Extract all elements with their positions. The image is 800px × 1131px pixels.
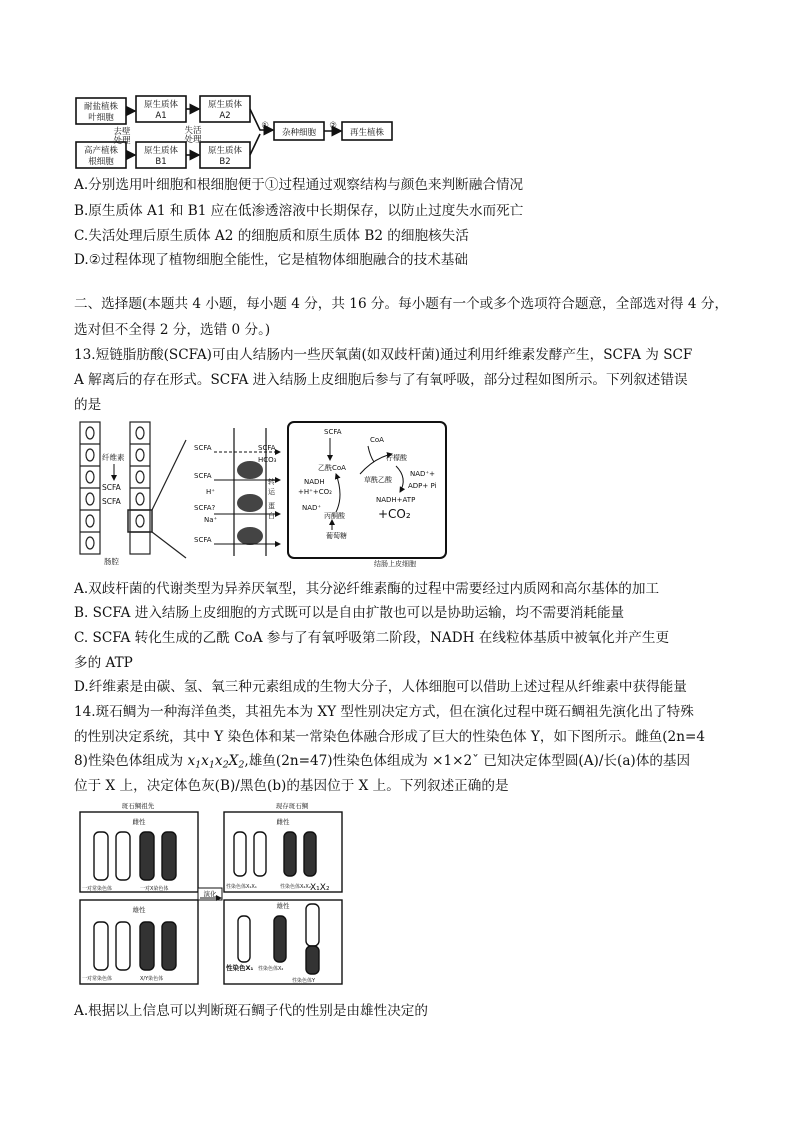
a1-line2: A1 [155,111,167,121]
a2-line1: 原生质体 [207,100,243,110]
step1-line1: 去壁 [113,127,131,137]
hplus-label: H⁺ [206,488,215,496]
cell-scfa-label: SCFA [324,428,342,436]
nadh-eq-label: +H⁺+CO₂ [298,488,332,496]
current-female-label: 雌性 [276,818,290,826]
q12-option-d: D.②过程体现了植物细胞全能性，它是植物体细胞融合的技术基础 [74,252,468,268]
coa-label: CoA [370,436,384,444]
nadh-atp-label: NADH+ATP [376,496,416,504]
transport-char-3: 蛋 [268,502,275,510]
current-male-label: 雄性 [276,902,290,910]
sex-chromosome-diagram [78,800,378,996]
q13-stem-line2: A 解离后的存在形式。SCFA 进入结肠上皮细胞后参与了有氧呼吸，部分过程如图所示。下列叙述错误 [74,372,688,388]
source1-line2: 叶细胞 [88,113,114,123]
transport-char-4: 白 [268,512,275,520]
q13-stem-line3: 的是 [74,397,102,413]
q13-stem-line1: 13.短链脂肪酸(SCFA)可由人结肠内一些厌氧菌(如双歧杆菌)通过利用纤维素发酵产生，SCFA 为 SCF [74,347,693,363]
q14-stem-line3 [74,752,690,774]
transport-char-2: 运 [268,488,275,496]
b2-line2: B2 [219,157,231,167]
current-m-caption-3: 性染色体Y [292,978,316,984]
nadh-label: NADH [304,478,325,486]
source2-line2: 根细胞 [88,157,114,167]
step2-line1: 失活 [184,126,202,136]
scfa-label-2: SCFA [194,472,212,480]
ancestor-m-caption-left: 一对常染色体 [82,976,113,982]
q13-option-a: A.双歧杆菌的代谢类型为异养厌氧型，其分泌纤维素酶的过程中需要经过内质网和高尔基体的加工 [74,581,660,597]
formula-X2-b: $X_2$ [228,753,245,771]
q14-stem-line4: 位于 X 上，决定体色灰(B)/黑色(b)的基因位于 X 上。下列叙述正确的是 [74,778,509,794]
transport-char-1: 转 [268,478,275,486]
oxaloacetate-label: 草酰乙酸 [364,476,392,484]
regen-label: 再生植株 [349,128,385,138]
step2-line2: 处理 [184,135,202,145]
formula-x1-b: $x_1$ [201,753,215,771]
glucose-label: 葡萄糖 [326,532,347,540]
ancestor-f-caption-right: 一对X染色体 [140,886,169,892]
q14-stem-line3b: ,雄鱼(2n=47)性染色体组成为 ×1×2ˇ 已知决定体型圆(A)/长(a)体的基因 [244,753,691,769]
pyruvate-label: 丙酮酸 [324,512,345,520]
current-f-caption-right: 性染色体X₂X₂ [280,884,311,890]
hco3-label: HCO₃ [258,456,277,464]
scfa-pathway-diagram [74,418,454,568]
b1-line2: B1 [155,157,167,167]
epithelium-column-left [80,422,100,554]
a2-line2: A2 [219,111,231,121]
current-m-caption-2: 性染色体X₂ [258,966,284,972]
ancestor-male-label: 雄性 [132,906,146,914]
q13-option-c-cont: 多的 ATP [74,655,133,671]
q14-option-a: A.根据以上信息可以判断斑石鲷子代的性别是由雄性决定的 [74,1003,428,1019]
protoplast-fusion-diagram [74,92,404,170]
hybrid-label: 杂种细胞 [281,128,317,138]
ancestor-female-label: 雌性 [132,818,146,826]
section2-header-line1: 二、选择题(本题共 4 小题，每小题 4 分，共 16 分。每小题有一个或多个选项符合题意，全部选对得 4 分， [74,296,729,312]
ancestor-m-caption-right: X/Y染色体 [140,976,164,982]
q14-stem-line1: 14.斑石鲷为一种海洋鱼类，其祖先本为 XY 型性别决定方式，但在演化过程中斑石鲷祖先演化出了特殊 [74,704,694,720]
nadplus2-label: NAD⁺+ [410,470,435,478]
b1-line1: 原生质体 [143,146,179,156]
scfa-out-label: SCFA [258,444,276,452]
scfa-label-3: SCFA [194,536,212,544]
scfa-na-label: SCFA? [194,504,216,512]
ancestor-title: 斑石鲷祖先 [121,802,155,810]
lumen-scfa-label-1: SCFA [102,483,121,492]
x1x2-label: X₁X₂ [310,883,330,893]
current-f-caption-left: 性染色体X₁X₁ [226,884,257,890]
section2-header-line2: 选对但不全得 2 分，选错 0 分。) [74,322,271,338]
nadplus-label: NAD⁺ [302,504,322,512]
b2-line1: 原生质体 [207,146,243,156]
current-title: 现存斑石鲷 [275,802,309,810]
lumen-scfa-label-2: SCFA [102,497,121,506]
epithelium-column-right [128,422,186,558]
q14-stem-line3a: 8)性染色体组成为 [74,753,188,769]
lumen-fiber-label: 纤维素 [102,453,125,462]
q13-option-c: C. SCFA 转化生成的乙酰 CoA 参与了有氧呼吸第二阶段，NADH 在线粒体基质中被氧化并产生更 [74,630,670,646]
evolve-label: 演化 [203,890,217,898]
cell-label: 结肠上皮细胞 [374,560,416,568]
current-m-caption-1: 性染色X₁ [226,964,254,972]
q13-option-d: D.纤维素是由碳、氢、氧三种元素组成的生物大分子，人体细胞可以借助上述过程从纤维素中获得能量 [74,679,687,695]
formula-x2-a: $x_2$ [214,753,229,771]
q14-stem-line2: 的性别决定系统，其中 Y 染色体和某一常染色体融合形成了巨大的性染色体 Y，如下图所示。雌鱼(2n=4 [74,729,705,745]
formula-x1-a: $x_1$ [187,753,202,771]
scfa-in-label: SCFA [194,444,212,452]
acetylcoa-label: 乙酰CoA [318,464,346,472]
source2-line1: 高产植株 [83,146,119,156]
co2-label: +CO₂ [378,507,411,521]
ancestor-f-caption-left: 一对常染色体 [82,886,113,892]
step1-line2: 处理 [113,136,131,146]
q13-option-b: B. SCFA 进入结肠上皮细胞的方式既可以是自由扩散也可以是协助运输，均不需要消耗能量 [74,605,625,621]
q12-option-b: B.原生质体 A1 和 B1 应在低渗透溶液中长期保存，以防止过度失水而死亡 [74,203,524,219]
q12-option-a: A.分别选用叶细胞和根细胞便于①过程通过观察结构与颜色来判断融合情况 [74,177,524,193]
mark-2: ② [329,121,337,131]
source1-line1: 耐盐植株 [83,102,119,112]
na-label: Na⁺ [204,516,218,524]
mark-1: ① [261,121,269,131]
lumen-label: 肠腔 [104,557,119,566]
a1-line1: 原生质体 [143,100,179,110]
citrate-label: 柠檬酸 [386,454,407,462]
q12-option-c: C.失活处理后原生质体 A2 的细胞质和原生质体 B2 的细胞核失活 [74,228,469,244]
adp-label: ADP+ Pi [408,482,437,490]
